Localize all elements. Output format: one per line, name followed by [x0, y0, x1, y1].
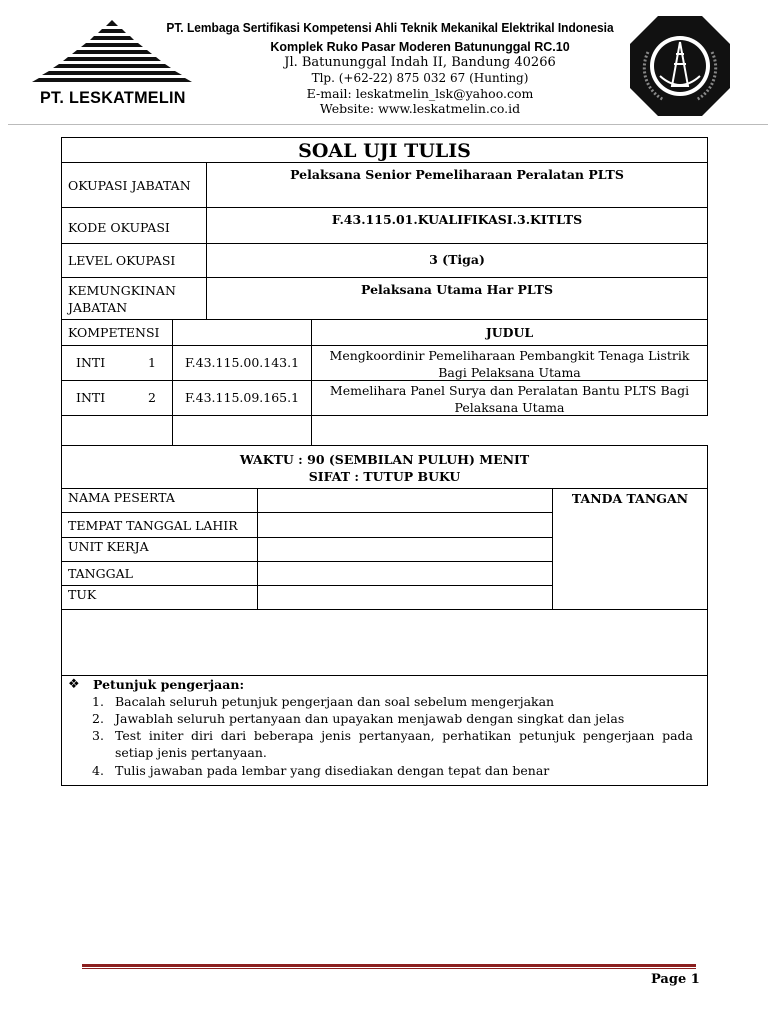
tempat-tanggal-lahir-field[interactable] — [257, 512, 553, 538]
soal-title: SOAL UJI TULIS — [298, 140, 471, 162]
unit-kerja-label: UNIT KERJA — [61, 537, 258, 562]
nama-peserta-field[interactable] — [257, 488, 553, 513]
signature-box[interactable] — [552, 488, 708, 610]
address-line-1: Komplek Ruko Pasar Moderen Batununggal RC.10 — [270, 40, 570, 54]
level-okupasi-value: 3 (Tiga) — [206, 243, 708, 278]
judul-header: JUDUL — [311, 319, 708, 346]
unit-judul: Memelihara Panel Surya dan Peralatan Bantu PLTS Bagi Pelaksana Utama — [311, 380, 708, 416]
tuk-field[interactable] — [257, 585, 553, 610]
company-full-name: PT. Lembaga Sertifikasi Kompetensi Ahli Teknik Mekanikal Elektrikal Indonesia — [166, 20, 614, 35]
instructions-box — [61, 675, 708, 786]
diamond-bullet-icon: ❖ — [68, 677, 80, 692]
instruction-number: 4. — [92, 763, 104, 778]
blank-area — [61, 609, 708, 676]
level-okupasi-label: LEVEL OKUPASI — [61, 243, 207, 278]
nama-peserta-label: NAMA PESERTA — [61, 488, 258, 513]
tuk-label: TUK — [61, 585, 258, 610]
unit-kerja-field[interactable] — [257, 537, 553, 562]
instruction-number: 2. — [92, 711, 104, 726]
exam-info-cell — [61, 445, 708, 489]
instruction-number: 1. — [92, 694, 104, 709]
kode-okupasi-label: KODE OKUPASI — [61, 207, 207, 244]
okupasi-value: Pelaksana Senior Pemeliharaan Peralatan PLTS — [206, 162, 708, 208]
kompetensi-label: KOMPETENSI — [61, 319, 173, 346]
instruction-text: Tulis jawaban pada lembar yang disediakan dengan tepat dan benar — [115, 763, 550, 778]
phone-line: Tlp. (+62-22) 875 032 67 (Hunting) — [311, 71, 529, 85]
instructions-title: Petunjuk pengerjaan: — [93, 677, 245, 692]
address-line-2: Jl. Batununggal Indah II, Bandung 40266 — [284, 55, 556, 70]
instruction-text: Bacalah seluruh petunjuk pengerjaan dan soal sebelum mengerjakan — [115, 694, 555, 709]
instruction-text: Test initer diri dari beberapa jenis pertanyaan, perhatikan petunjuk pengerjaan pada setiap jenis pertanyaan. — [115, 728, 693, 760]
okupasi-label: OKUPASI JABATAN — [61, 162, 207, 208]
unit-code: F.43.115.00.143.1 — [172, 345, 312, 381]
esdm-emblem-icon — [628, 14, 732, 118]
waktu-text: WAKTU : 90 (SEMBILAN PULUH) MENIT — [239, 452, 530, 467]
instruction-text: Jawablah seluruh pertanyaan dan upayakan menjawab dengan singkat dan jelas — [115, 711, 625, 726]
unit-type-cell — [61, 380, 173, 416]
unit-type-cell — [61, 345, 173, 381]
instruction-number: 3. — [92, 728, 104, 743]
tanggal-label: TANGGAL — [61, 561, 258, 586]
kode-okupasi-value: F.43.115.01.KUALIFIKASI.3.KITLTS — [206, 207, 708, 244]
sifat-text: SIFAT : TUTUP BUKU — [308, 469, 461, 484]
empty-cell — [172, 415, 312, 446]
website-line: Website: www.leskatmelin.co.id — [319, 101, 521, 116]
unit-type: INTI — [76, 355, 106, 370]
company-short-name: PT. LESKATMELIN — [40, 88, 186, 107]
footer-divider-thin — [82, 968, 696, 969]
page-number: Page 1 — [651, 972, 700, 987]
footer-divider — [82, 964, 696, 967]
tempat-tanggal-lahir-label: TEMPAT TANGGAL LAHIR — [61, 512, 258, 538]
unit-number: 1 — [148, 355, 156, 370]
unit-code: F.43.115.09.165.1 — [172, 380, 312, 416]
unit-type: INTI — [76, 390, 106, 405]
header-divider — [8, 124, 768, 125]
empty-cell — [61, 415, 173, 446]
signature-label: TANDA TANGAN — [571, 491, 689, 506]
tanggal-field[interactable] — [257, 561, 553, 586]
kemungkinan-jabatan-value: Pelaksana Utama Har PLTS — [206, 277, 708, 320]
soal-title-cell — [61, 137, 708, 163]
kompetensi-blank-cell — [172, 319, 312, 346]
email-line: E-mail: leskatmelin_lsk@yahoo.com — [306, 86, 534, 101]
unit-number: 2 — [148, 390, 156, 405]
kemungkinan-jabatan-label: KEMUNGKINAN JABATAN — [61, 277, 207, 320]
unit-judul: Mengkoordinir Pemeliharaan Pembangkit Tenaga Listrik Bagi Pelaksana Utama — [311, 345, 708, 381]
